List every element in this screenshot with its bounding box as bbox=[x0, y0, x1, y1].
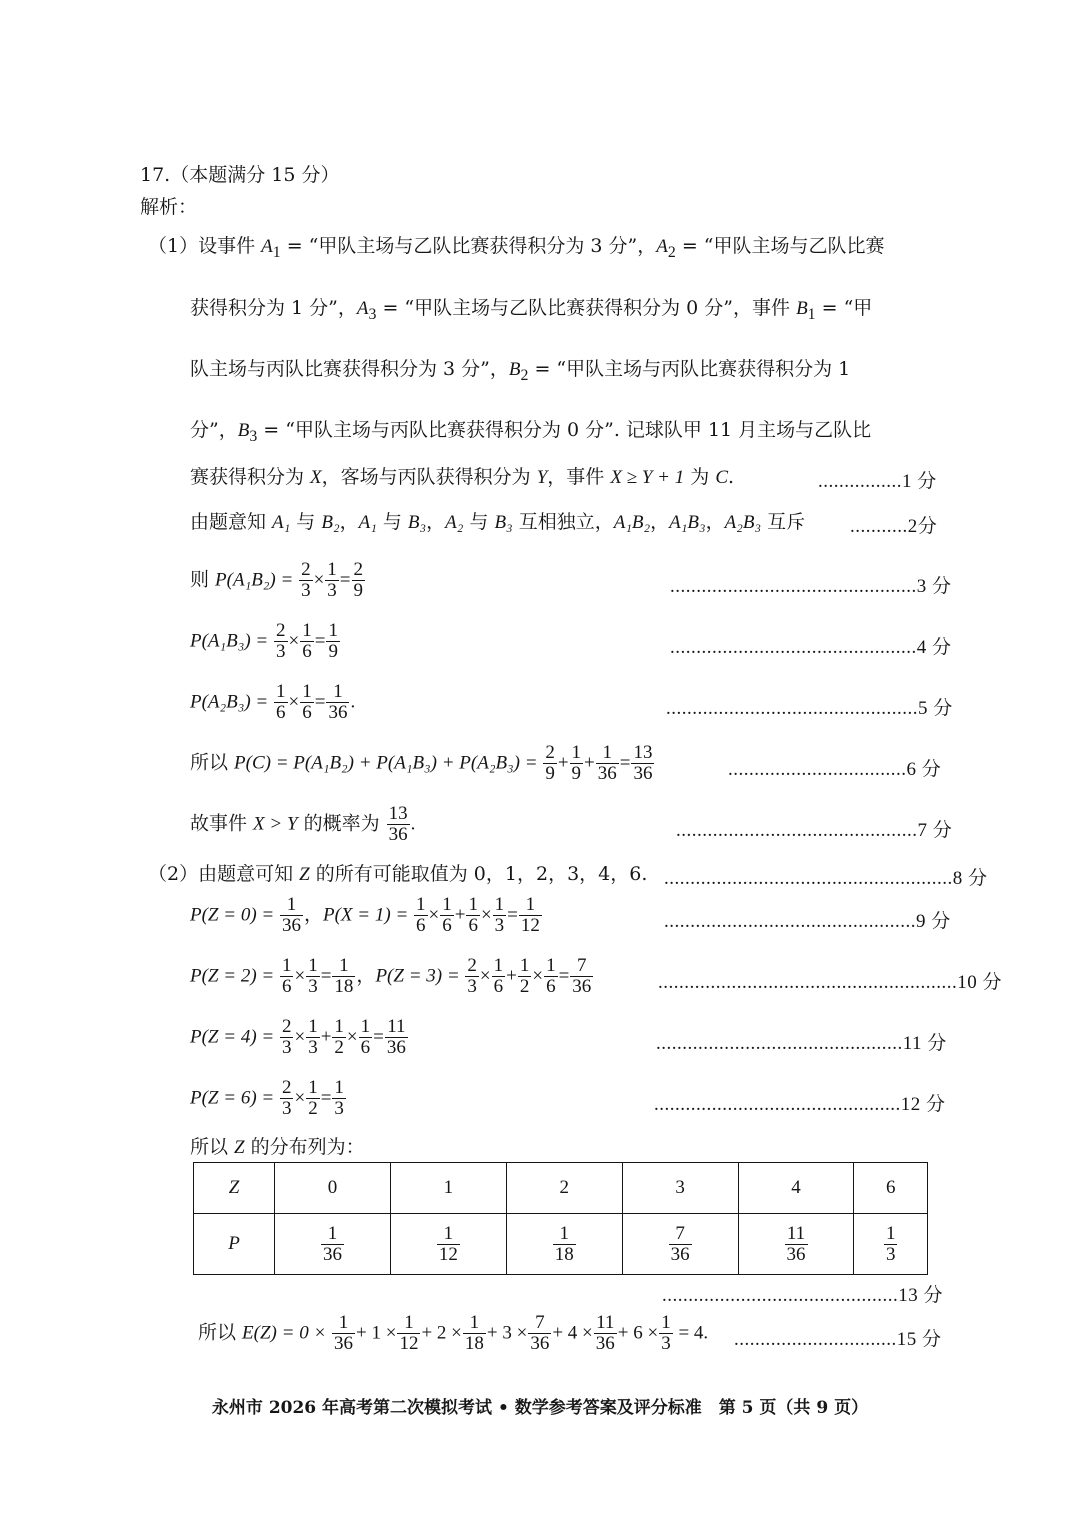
part1-line2: 获得积分为 1 分”，$A_3$ = “甲队主场与乙队比赛获得积分为 0 分”，事件 $B_1$ = “甲 bbox=[190, 297, 873, 323]
table-cell: 1 bbox=[390, 1163, 506, 1214]
score-12: ...............................................12 分 bbox=[654, 1094, 946, 1115]
table-cell: $\frac{11}{36}$ bbox=[738, 1214, 854, 1275]
score-8: .......................................................8 分 bbox=[664, 868, 988, 889]
prob-z4: P(Z = 4) = $\frac{2}{3}$ × $\frac{1}{3}$ + $\frac{1}{2}$ × $\frac{1}{6}$ = $\frac{11}{36}$ bbox=[190, 1016, 406, 1058]
table-row-probs bbox=[194, 1214, 928, 1275]
table-cell: 6 bbox=[854, 1163, 928, 1214]
table-cell: $\frac{7}{36}$ bbox=[622, 1214, 738, 1275]
table-cell: $\frac{1}{36}$ bbox=[275, 1214, 391, 1275]
prob-a1b2: 则 P(A₁B₂) = $\frac{2}{3}$ × $\frac{1}{3}$ = $\frac{2}{9}$ bbox=[190, 559, 363, 601]
prob-c-sum: 所以 P(C) = P(A₁B₂) + P(A₁B₃) + P(A₂B₃) = $\frac{2}{9}$ + $\frac{1}{9}$ + $\frac{1}{36}$ = $\frac{13}{36}$ bbox=[190, 742, 653, 784]
table-cell: $\frac{1}{12}$ bbox=[390, 1214, 506, 1275]
part1-line5: 赛获得积分为 X，客场与丙队获得积分为 Y，事件 X ≥ Y + 1 为 C. bbox=[190, 466, 735, 488]
score-7: ..............................................7 分 bbox=[676, 820, 953, 841]
expectation: 所以 E(Z) = 0 × $\frac{1}{36}$ + 1 × $\frac{1}{12}$ + 2 × $\frac{1}{18}$ + 3 × $\frac{7}{36}$ + 4 × $\frac{11}{36}$ + 6 × $\frac{1}{3}$ = 4. bbox=[198, 1312, 709, 1354]
table-cell: 0 bbox=[275, 1163, 391, 1214]
part1-line3: 队主场与丙队比赛获得积分为 3 分”，$B_2$ = “甲队主场与丙队比赛获得积分为 1 bbox=[190, 358, 851, 384]
score-4: ...............................................4 分 bbox=[670, 637, 952, 658]
score-5: ................................................5 分 bbox=[666, 698, 953, 719]
prob-z6: P(Z = 6) = $\frac{2}{3}$ × $\frac{1}{2}$ = $\frac{1}{3}$ bbox=[190, 1077, 344, 1119]
score-15: ...............................15 分 bbox=[734, 1329, 942, 1350]
table-cell: 4 bbox=[738, 1163, 854, 1214]
prob-z2-z3: P(Z = 2) = $\frac{1}{6}$ × $\frac{1}{3}$ = $\frac{1}{18}$ ，P(Z = 3) = $\frac{2}{3}$ × $\frac{1}{6}$ + $\frac{1}{2}$ × $\frac{1}{6}$ = $\frac{7}{36}$ bbox=[190, 955, 592, 997]
part1-line6: 由题意知 A₁ 与 B₂，A₁ 与 B₃，A₂ 与 B₃ 互相独立，A₁B₂，A₁B₃，A₂B₃ 互斥 bbox=[190, 511, 806, 533]
score-11: ...............................................11 分 bbox=[656, 1033, 947, 1054]
part1-conclusion: 故事件 X > Y 的概率为 $\frac{13}{36}$ . bbox=[190, 803, 416, 845]
table-header-p: P bbox=[194, 1214, 275, 1275]
score-13: .............................................13 分 bbox=[662, 1285, 944, 1306]
score-10: .........................................................10 分 bbox=[658, 972, 1003, 993]
question-number: 17.（本题满分 15 分） bbox=[140, 164, 340, 186]
distribution-table bbox=[193, 1162, 928, 1275]
table-row-values bbox=[194, 1163, 928, 1214]
page-footer: 永州市 2026 年高考第二次模拟考试 • 数学参考答案及评分标准 第 5 页（共 9 页） bbox=[211, 1398, 869, 1418]
table-cell: $\frac{1}{18}$ bbox=[506, 1214, 622, 1275]
prob-a2b3: P(A₂B₃) = $\frac{1}{6}$ × $\frac{1}{6}$ = $\frac{1}{36}$ . bbox=[190, 681, 356, 723]
part1-line4: 分”，$B_3$ = “甲队主场与丙队比赛获得积分为 0 分”. 记球队甲 11 月主场与乙队比 bbox=[190, 419, 872, 445]
score-2: ...........2分 bbox=[850, 516, 938, 537]
score-1: ................1 分 bbox=[818, 471, 937, 492]
score-9: ................................................9 分 bbox=[664, 911, 951, 932]
table-cell: $\frac{1}{3}$ bbox=[854, 1214, 928, 1275]
score-6: ..................................6 分 bbox=[728, 759, 942, 780]
score-3: ...............................................3 分 bbox=[670, 576, 952, 597]
table-cell: 2 bbox=[506, 1163, 622, 1214]
analysis-label: 解析： bbox=[140, 196, 198, 218]
prob-a1b3: P(A₁B₃) = $\frac{2}{3}$ × $\frac{1}{6}$ = $\frac{1}{9}$ bbox=[190, 620, 338, 662]
table-cell: 3 bbox=[622, 1163, 738, 1214]
part2-line1: （2）由题意可知 Z 的所有可能取值为 0，1，2，3，4，6. bbox=[148, 863, 648, 885]
part1-line1: （1）设事件 $A_1$ = “甲队主场与乙队比赛获得积分为 3 分”，$A_2$ = “甲队主场与乙队比赛 bbox=[148, 235, 885, 261]
table-header-z: Z bbox=[194, 1163, 275, 1214]
distribution-intro: 所以 Z 的分布列为： bbox=[190, 1136, 365, 1158]
prob-z0-x1: P(Z = 0) = $\frac{1}{36}$ ，P(X = 1) = $\frac{1}{6}$ × $\frac{1}{6}$ + $\frac{1}{6}$ × $\frac{1}{3}$ = $\frac{1}{12}$ bbox=[190, 894, 540, 936]
